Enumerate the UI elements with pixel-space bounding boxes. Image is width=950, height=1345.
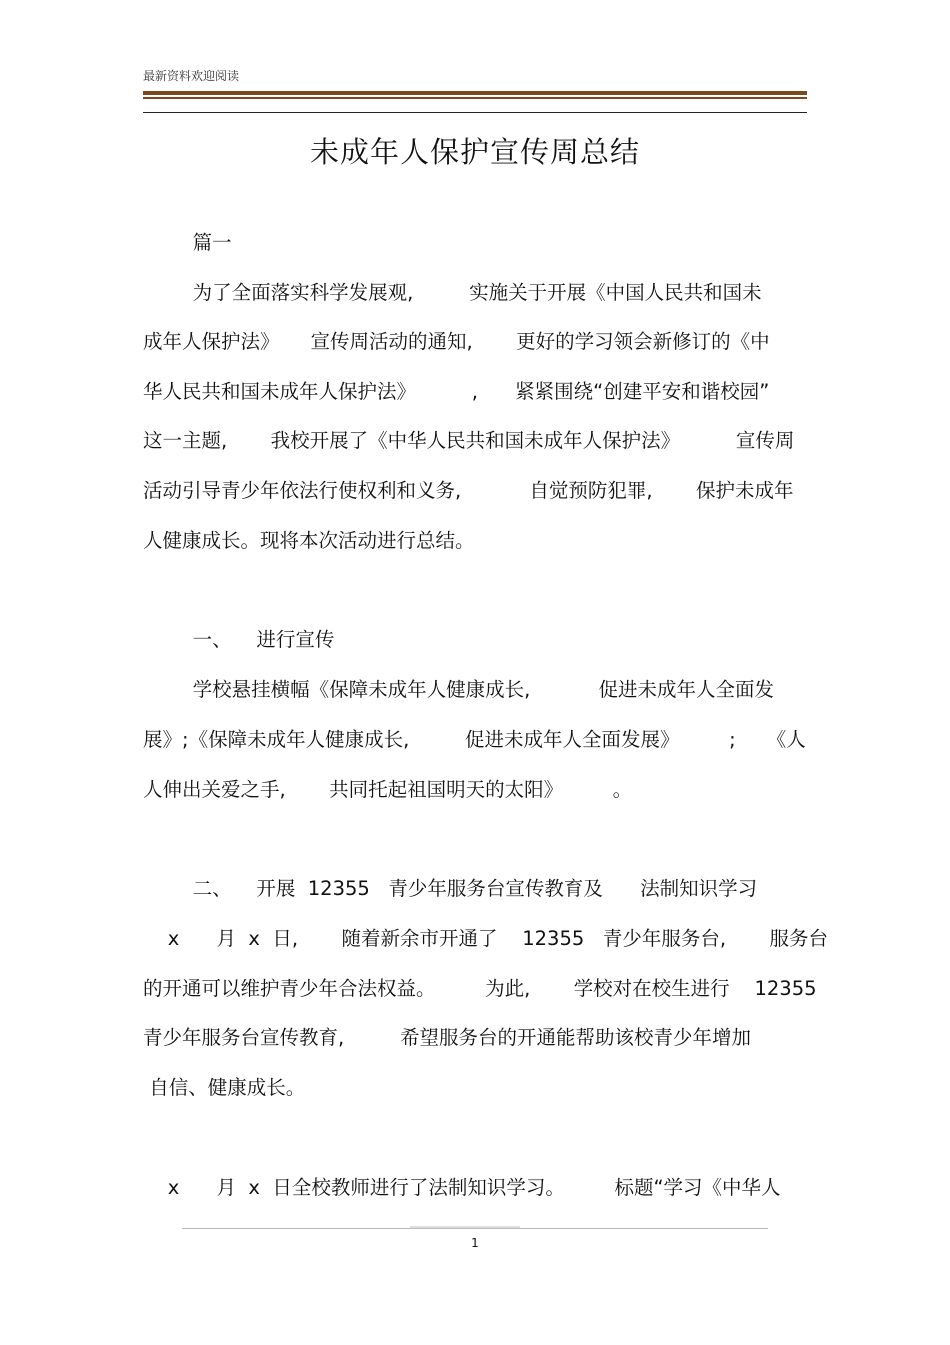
body-line: 篇一 (143, 231, 232, 254)
document-title: 未成年人保护宣传周总结 (309, 135, 640, 169)
header-rule-thick (143, 91, 807, 95)
body-line: 华人民共和国未成年人保护法》 , 紧紧围绕“创建平安和谐校园” (143, 380, 770, 403)
page-number: 1 (471, 1236, 479, 1250)
body-line: 成年人保护法》 宣传周活动的通知, 更好的学习领会新修订的《中 (143, 330, 770, 353)
body-line: x 月 x 日全校教师进行了法制知识学习。 标题“学习《中华人 (143, 1176, 781, 1199)
body-line: 自信、健康成长。 (143, 1076, 306, 1099)
body-line: 学校悬挂横幅《保障未成年人健康成长, 促进未成年人全面发 (143, 678, 774, 701)
section-heading: 一、 进行宣传 (143, 628, 335, 651)
body-line: 人伸出关爱之手, 共同托起祖国明天的太阳》 。 (143, 778, 633, 801)
body-line: 活动引导青少年依法行使权利和义务, 自觉预防犯罪, 保护未成年 (143, 479, 794, 502)
body-line: 展》;《保障未成年人健康成长, 促进未成年人全面发展》 ; 《人 (143, 728, 806, 751)
body-line: 的开通可以维护青少年合法权益。 为此, 学校对在校生进行 12355 (143, 977, 817, 1000)
header-rule-thin (143, 112, 807, 113)
header-rule-medium (143, 97, 807, 99)
body-line: x 月 x 日, 随着新余市开通了 12355 青少年服务台, 服务台 (143, 927, 828, 950)
body-line: 青少年服务台宣传教育, 希望服务台的开通能帮助该校青少年增加 (143, 1026, 751, 1049)
page-header-label: 最新资料欢迎阅读 (143, 69, 240, 83)
body-line: 这一主题, 我校开展了《中华人民共和国未成年人保护法》 宣传周 (143, 429, 795, 452)
footer-rule (182, 1228, 768, 1229)
body-line: 人健康成长。现将本次活动进行总结。 (143, 529, 475, 552)
footer-rule-accent (410, 1226, 520, 1228)
section-heading: 二、 开展 12355 青少年服务台宣传教育及 法制知识学习 (143, 877, 758, 900)
body-line: 为了全面落实科学发展观, 实施关于开展《中国人民共和国未 (143, 281, 762, 304)
